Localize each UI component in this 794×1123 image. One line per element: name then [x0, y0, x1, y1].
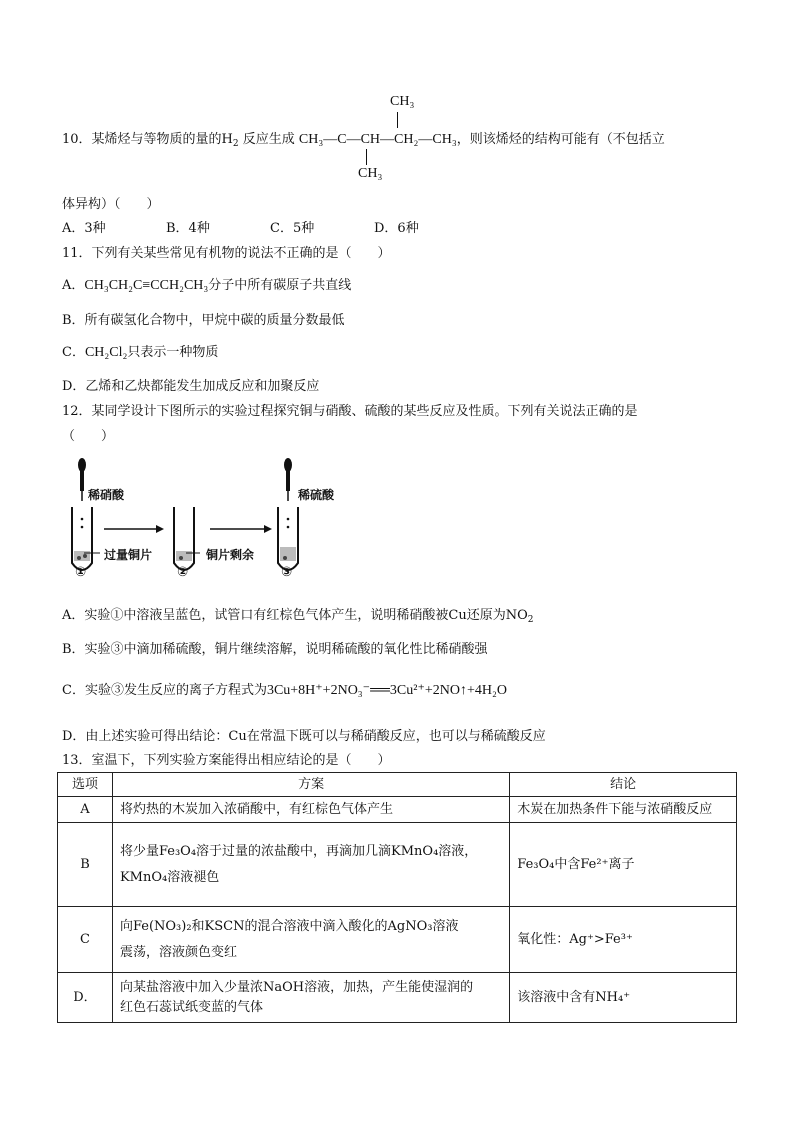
row-b-option: B: [58, 823, 113, 907]
q12-stem-line2: （ ）: [62, 429, 115, 444]
q12-option-d[interactable]: D．由上述实验可得出结论：Cu在常温下既可以与稀硝酸反应，也可以与稀硫酸反应: [62, 729, 546, 744]
header-option: 选项: [58, 773, 113, 797]
q10-option-d[interactable]: D．6种: [374, 221, 419, 236]
q10-stem-a: 10．某烯烃与等物质的量的H: [62, 132, 233, 147]
q10-struct-bond-bottom: [366, 149, 367, 165]
dropper-2-icon: [284, 458, 292, 501]
q10-option-c[interactable]: C．5种: [270, 221, 315, 236]
tube-number-1: ①: [75, 565, 87, 580]
row-b-plan-line2: KMnO₄溶液褪色: [119, 869, 220, 885]
label-dilute-sulfuric-acid: 稀硫酸: [298, 488, 335, 502]
row-d-plan: [112, 973, 509, 1023]
test-tube-1-icon: [72, 507, 92, 570]
header-plan: 方案: [112, 773, 509, 797]
table-row[interactable]: [58, 907, 737, 973]
q11-a-pre: A．: [62, 278, 85, 293]
table-header-row: [58, 773, 737, 797]
table-row[interactable]: [58, 823, 737, 907]
q11-c-formula: CH₂Cl₂: [84, 345, 128, 360]
row-d-plan-line1: 向某盐溶液中加入少量浓NaOH溶液，加热，产生能使湿润的: [119, 979, 474, 995]
row-c-plan-line1: 向Fe(NO₃)₂和KSCN的混合溶液中滴入酸化的AgNO₃溶液: [119, 918, 459, 934]
q12-stem-line1: 12．某同学设计下图所示的实验过程探究铜与硝酸、硫酸的某些反应及性质。下列有关说法正确的是: [62, 404, 638, 419]
row-c-conclusion: 氧化性：Ag⁺>Fe³⁺: [510, 907, 737, 973]
q11-option-b[interactable]: B．所有碳氢化合物中，甲烷中碳的质量分数最低: [62, 313, 345, 328]
q12-a-text: A．实验①中溶液呈蓝色，试管口有红棕色气体产生，说明稀硝酸被Cu还原为NO: [62, 608, 528, 623]
table-row[interactable]: [58, 973, 737, 1023]
row-c-option: C: [58, 907, 113, 973]
q12-option-a[interactable]: A．实验①中溶液呈蓝色，试管口有红棕色气体产生，说明稀硝酸被Cu还原为$NO_2$: [62, 608, 534, 625]
row-c-plan: [112, 907, 509, 973]
test-tube-3-icon: [278, 507, 298, 570]
row-a-plan: 将灼热的木炭加入浓硝酸中，有红棕色气体产生: [112, 797, 509, 823]
q10-stem-b: 反应生成: [242, 132, 295, 147]
q11-stem: 11．下列有关某些常见有机物的说法不正确的是（ ）: [62, 246, 391, 261]
row-d-option: D．: [58, 973, 113, 1023]
q11-a-formula: CH₃CH₂C≡CCH₂CH₃: [84, 278, 209, 293]
row-b-plan: [112, 823, 509, 907]
label-dilute-nitric-acid: 稀硝酸: [88, 488, 125, 502]
row-c-plan-line2: 震荡，溶液颜色变红: [119, 944, 237, 960]
q11-option-d[interactable]: D．乙烯和乙炔都能发生加成反应和加聚反应: [62, 379, 320, 394]
q11-option-a[interactable]: [62, 277, 351, 295]
q10-struct-bottom: CH₃: [358, 166, 383, 181]
q10-struct-bond-top: [397, 112, 398, 128]
row-d-conclusion: 该溶液中含有NH₄⁺: [510, 973, 737, 1023]
row-b-plan-line1: 将少量Fe₃O₄溶于过量的浓盐酸中，再滴加几滴KMnO₄溶液，: [119, 843, 478, 859]
q10-options: [62, 220, 419, 238]
q12-option-b[interactable]: B．实验③中滴加稀硫酸，铜片继续溶解，说明稀硫酸的氧化性比稀硝酸强: [62, 642, 488, 657]
tube-number-2: ②: [177, 565, 189, 580]
row-b-conclusion: Fe₃O₄中含Fe²⁺离子: [510, 823, 737, 907]
q11-c-post: 只表示一种物质: [127, 345, 219, 360]
q13-stem: 13．室温下，下列实验方案能得出相应结论的是（ ）: [62, 753, 391, 768]
q12-experiment-figure: [60, 455, 360, 585]
q13-table: [57, 772, 737, 1023]
test-tube-2-icon: [174, 507, 194, 570]
row-a-conclusion: 木炭在加热条件下能与浓硝酸反应: [510, 797, 737, 823]
q10-struct-top: CH₃: [390, 94, 415, 109]
q12-option-c[interactable]: [62, 682, 507, 700]
q11-option-c[interactable]: [62, 344, 218, 362]
q10-option-b[interactable]: B．4种: [166, 221, 210, 236]
row-d-plan-line2: 红色石蕊试纸变蓝的气体: [119, 999, 263, 1015]
q10-stem-line1: 10．某烯烃与等物质的量的$H_2$ 反应生成 CH₃—C—CH—CH₂—CH₃，则该烯烃的结构可能有（不包括立: [62, 132, 665, 149]
q11-a-post: 分子中所有碳原子共直线: [208, 278, 352, 293]
label-copper-remaining: 铜片剩余: [206, 548, 255, 562]
dropper-1-icon: [78, 458, 86, 501]
q10-option-a[interactable]: A．3种: [62, 221, 106, 236]
q12-c-pre: C．实验③发生反应的离子方程式为: [62, 683, 267, 698]
tube-number-3: ③: [281, 565, 293, 580]
table-row[interactable]: [58, 797, 737, 823]
q10-stem-line2: 体异构）（ ）: [62, 197, 160, 212]
q11-c-pre: C．: [62, 345, 85, 360]
q12-c-equation: 3Cu+8H⁺+2NO₃⁻══3Cu²⁺+2NO↑+4H₂O: [266, 683, 507, 698]
label-excess-copper: 过量铜片: [104, 548, 153, 562]
q10-struct-main: CH₃—C—CH—CH₂—CH₃: [298, 132, 457, 147]
header-conclusion: 结论: [510, 773, 737, 797]
row-a-option: A: [58, 797, 113, 823]
q10-stem-c: ，则该烯烃的结构可能有（不包括立: [456, 132, 665, 147]
